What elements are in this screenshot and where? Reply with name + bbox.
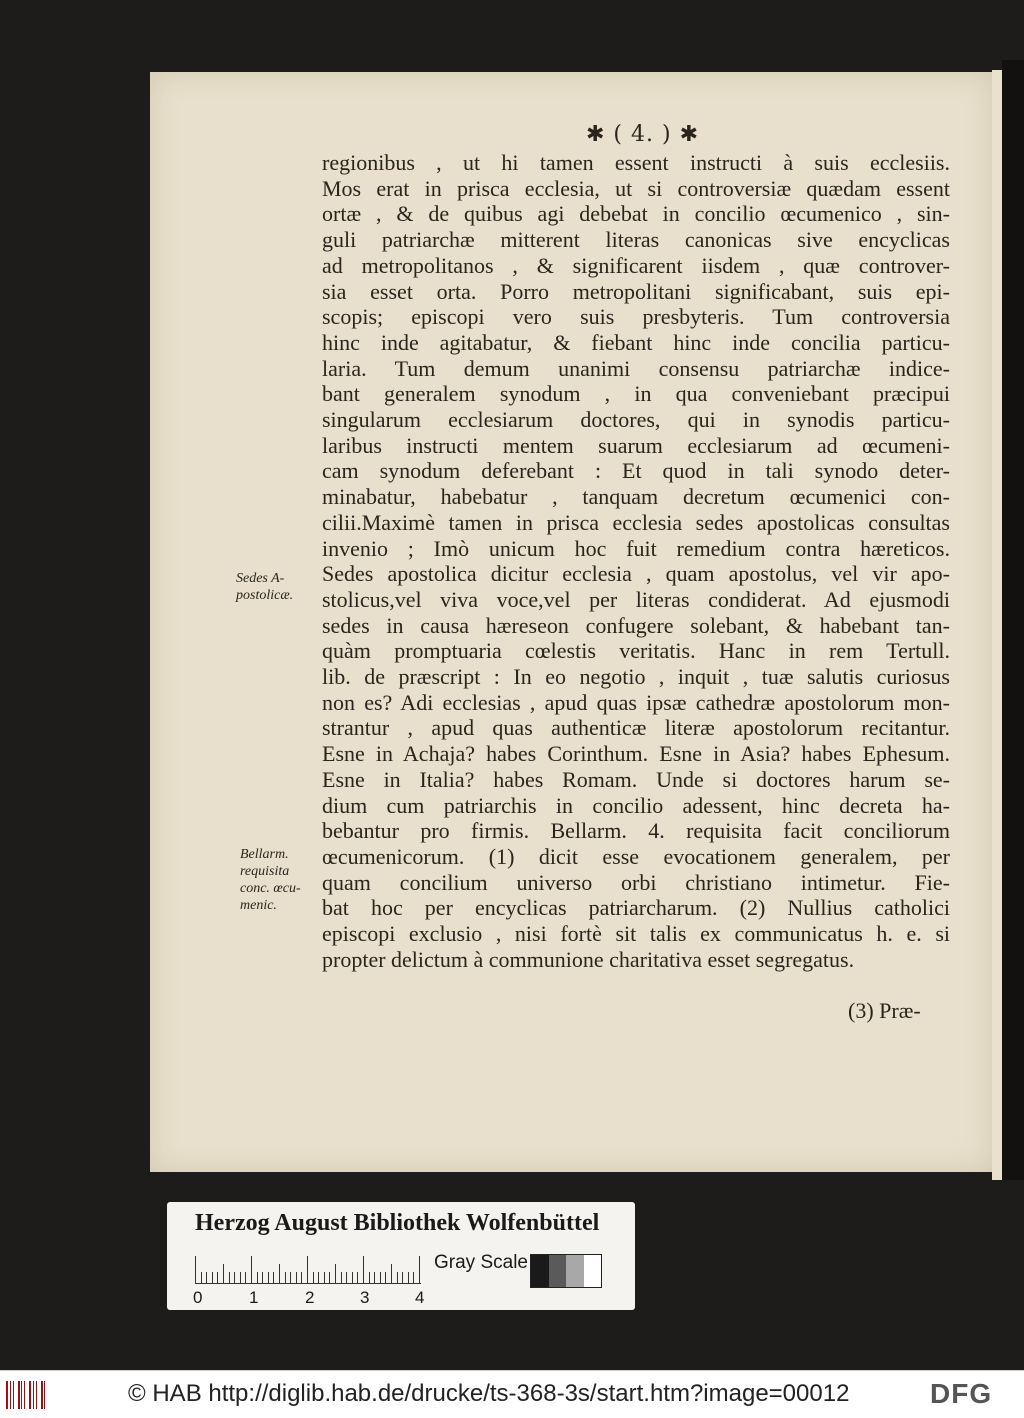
ruler-tick	[380, 1272, 381, 1284]
text-line: ad metropolitanos , & significarent iisdem , quæ controver-	[322, 252, 950, 278]
ruler-tick	[223, 1264, 224, 1284]
margin-note-sedes	[236, 570, 293, 604]
barcode-bar	[44, 1381, 45, 1409]
ruler-tick	[374, 1272, 375, 1284]
text-line: stolicus,vel viva voce,vel per literas condiderat. Ad ejusmodi	[322, 586, 950, 612]
barcode-bar	[13, 1381, 14, 1409]
next-page-edge	[992, 70, 1002, 1180]
ruler-tick	[318, 1272, 319, 1284]
text-line: guli patriarchæ mitterent literas canonicas sive encyclicas	[322, 227, 950, 253]
ruler-tick	[279, 1264, 280, 1284]
text-line: regionibus , ut hi tamen essent instructi à suis ecclesiis.	[322, 150, 950, 175]
ruler-tick	[324, 1272, 325, 1284]
text-line: laribus instructi mentem suarum ecclesiarum ad œcumeni-	[322, 432, 950, 458]
margin-note-line: postolicæ.	[236, 588, 294, 603]
barcode-bar	[24, 1381, 25, 1409]
barcode-bar	[29, 1381, 31, 1409]
ruler-tick	[296, 1272, 297, 1284]
ruler-tick	[419, 1256, 420, 1284]
ruler-tick	[234, 1272, 235, 1284]
ruler-tick	[273, 1272, 274, 1284]
ruler-tick	[290, 1272, 291, 1284]
ruler-tick	[363, 1256, 364, 1284]
text-line: laria. Tum demum unanimi consensu patriarchæ indice-	[322, 355, 950, 381]
ruler-tick	[402, 1272, 403, 1284]
ruler-tick	[251, 1256, 252, 1284]
ruler-tick	[257, 1272, 258, 1284]
gray-scale-swatches	[530, 1254, 602, 1288]
gray-scale-label: Gray Scale	[434, 1252, 528, 1273]
barcode-bar	[21, 1381, 22, 1409]
text-line: cam synodum deferebant : Et quod in tali synodo deter-	[322, 458, 950, 484]
margin-note-line: conc. œcu-	[240, 881, 301, 896]
barcode-bar	[41, 1381, 43, 1409]
text-line: invenio ; Imò unicum hoc fuit remedium contra hæreticos.	[322, 535, 950, 561]
gray-swatch	[531, 1255, 549, 1287]
text-line: hinc inde agitabatur, & fiebant hinc inde concilia particu-	[322, 329, 950, 355]
margin-note-bellarm	[240, 846, 301, 914]
ruler-tick	[413, 1272, 414, 1284]
text-line: scopis; episcopi vero suis presbyteris. Tum controversia	[322, 304, 950, 330]
color-scale-card	[167, 1202, 635, 1310]
barcode-bar	[6, 1381, 8, 1409]
text-line: bant generalem synodum , in qua conveniebant præcipui	[322, 381, 950, 407]
barcode-bar	[36, 1381, 37, 1409]
text-line: bat hoc per encyclicas patriarcharum. (2) Nullius catholici	[322, 895, 950, 921]
text-line: non es? Adi ecclesias , apud quas ipsæ cathedræ apostolorum mon-	[322, 689, 950, 715]
ruler-tick	[301, 1272, 302, 1284]
copyright-url: © HAB http://diglib.hab.de/drucke/ts-368-3s/start.htm?image=00012	[128, 1380, 850, 1407]
gray-swatch	[549, 1255, 567, 1287]
ruler-number: 3	[360, 1288, 370, 1307]
ruler-tick	[346, 1272, 347, 1284]
dfg-logo: DFG	[930, 1378, 993, 1409]
ruler-number: 1	[249, 1288, 259, 1307]
text-line: sia esset orta. Porro metropolitani significabant, suis epi-	[322, 278, 950, 304]
footer-bar	[0, 1370, 1024, 1418]
ruler-tick	[408, 1272, 409, 1284]
text-line: Mos erat in prisca ecclesia, ut si controversiæ quædam essent	[322, 175, 950, 201]
barcode-icon	[6, 1381, 48, 1409]
ruler-tick	[385, 1272, 386, 1284]
margin-note-line: Bellarm.	[240, 847, 289, 862]
text-line: singularum ecclesiarum doctores, qui in synodis particu-	[322, 407, 950, 433]
ruler-tick	[262, 1272, 263, 1284]
page-header: ✱ ( 4. ) ✱	[586, 122, 699, 147]
ruler-tick	[195, 1256, 196, 1284]
ruler-tick	[285, 1272, 286, 1284]
gray-swatch	[584, 1255, 602, 1287]
ruler-tick	[335, 1264, 336, 1284]
text-line: quam concilium universo orbi christiano intimetur. Fie-	[322, 869, 950, 895]
barcode-bar	[18, 1381, 20, 1409]
text-line: Sedes apostolica dicitur ecclesia , quam apostolus, vel vir apo-	[322, 561, 950, 587]
ruler-tick	[229, 1272, 230, 1284]
ruler-tick	[313, 1272, 314, 1284]
book-spine	[1002, 60, 1024, 1180]
ruler-tick	[369, 1272, 370, 1284]
ruler-tick	[245, 1272, 246, 1284]
ruler-tick	[341, 1272, 342, 1284]
ruler-number: 2	[305, 1288, 315, 1307]
ruler-tick	[352, 1272, 353, 1284]
text-line: ortæ , & de quibus agi debebat in concilio œcumenico , sin-	[322, 201, 950, 227]
ruler-tick	[240, 1272, 241, 1284]
ruler-tick	[268, 1272, 269, 1284]
ruler-number: 4	[415, 1288, 425, 1307]
margin-note-line: Sedes A-	[236, 571, 285, 586]
text-line: sedes in causa hæreseon confugere solebant, & habebant tan-	[322, 612, 950, 638]
text-line: lib. de præscript : In eo negotio , inquit , tuæ salutis curiosus	[322, 664, 950, 690]
catchword: (3) Præ-	[848, 998, 921, 1023]
ruler-tick	[397, 1272, 398, 1284]
ruler-tick	[201, 1272, 202, 1284]
text-line: quàm promptuaria cœlestis veritatis. Hanc in rem Tertull.	[322, 638, 950, 664]
ruler-tick	[206, 1272, 207, 1284]
margin-note-line: requisita	[240, 864, 290, 879]
ruler-number: 0	[193, 1288, 203, 1307]
text-line: œcumenicorum. (1) dicit esse evocationem generalem, per	[322, 843, 950, 869]
ruler-tick	[307, 1256, 308, 1284]
text-line: cilii.Maximè tamen in prisca ecclesia sedes apostolicas consultas	[322, 509, 950, 535]
margin-note-line: menic.	[240, 898, 277, 913]
ruler-tick	[212, 1272, 213, 1284]
text-line: Esne in Achaja? habes Corinthum. Esne in Asia? habes Ephesum.	[322, 741, 950, 767]
gray-swatch	[566, 1255, 584, 1287]
text-line: dium cum patriarchis in concilio adessent, hinc decreta ha-	[322, 792, 950, 818]
body-text	[322, 150, 950, 973]
text-line: strantur , apud quas authenticæ literæ apostolorum recitantur.	[322, 715, 950, 741]
library-name: Herzog August Bibliothek Wolfenbüttel	[195, 1210, 600, 1236]
text-line: episcopi exclusio , nisi fortè sit talis ex communicatus h. e. si	[322, 921, 950, 947]
barcode-bar	[33, 1381, 34, 1409]
barcode-bar	[10, 1381, 11, 1409]
ruler-tick	[391, 1264, 392, 1284]
text-line: bebantur pro firmis. Bellarm. 4. requisita facit conciliorum	[322, 818, 950, 844]
ruler-tick	[329, 1272, 330, 1284]
text-line: Esne in Italia? habes Romam. Unde si doctores harum se-	[322, 766, 950, 792]
ruler-tick	[217, 1272, 218, 1284]
ruler-tick	[357, 1272, 358, 1284]
text-line: minabatur, habebatur , tanquam decretum œcumenici con-	[322, 484, 950, 510]
ruler	[195, 1252, 421, 1284]
text-line: propter delictum à communione charitativa esset segregatus.	[322, 946, 855, 972]
